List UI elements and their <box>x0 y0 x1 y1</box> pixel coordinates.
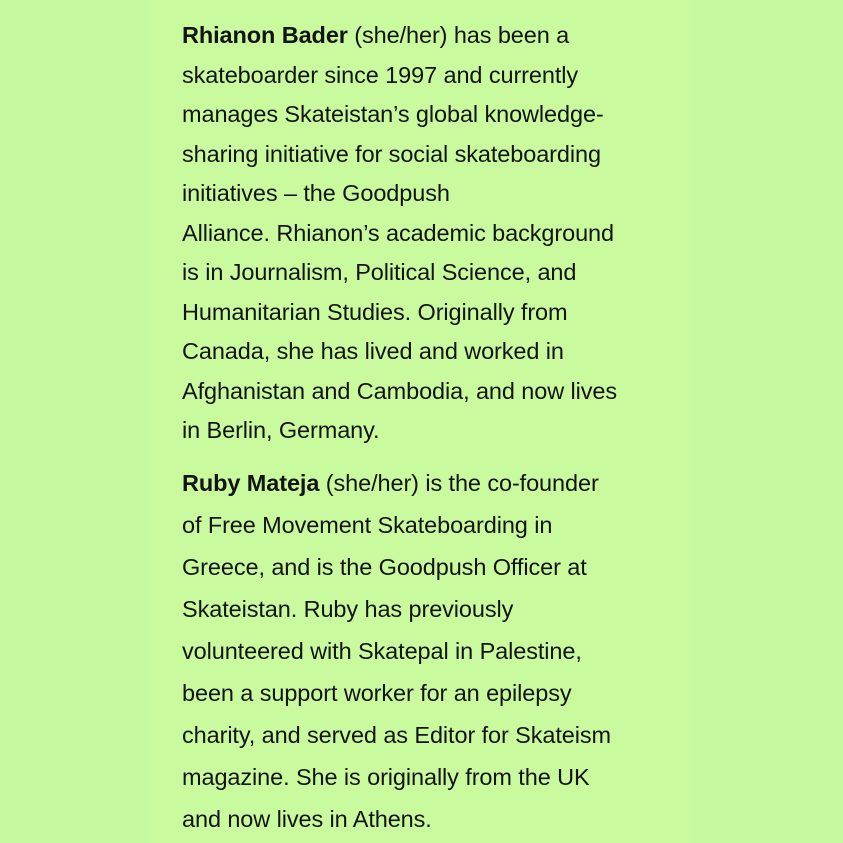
bio-line: magazine. She is originally from the UK <box>182 764 590 790</box>
bio-name: Rhianon Bader <box>182 22 348 48</box>
bio-ruby-mateja <box>182 462 682 840</box>
bio-line: of Free Movement Skateboarding in <box>182 512 553 538</box>
bio-line: Skateistan. Ruby has previously <box>182 596 514 622</box>
bio-line: Alliance. Rhianon’s academic background <box>182 219 614 246</box>
bio-line: Greece, and is the Goodpush Officer at <box>182 554 587 580</box>
bio-line: manages Skateistan’s global knowledge- <box>182 101 604 127</box>
bio-line: volunteered with Skatepal in Palestine, <box>182 638 582 664</box>
bio-line: Canada, she has lived and worked in <box>182 338 564 364</box>
bio-line: Afghanistan and Cambodia, and now lives <box>182 377 618 404</box>
bio-line: Ruby Mateja (she/her) is the co-founder <box>182 470 599 496</box>
bio-line: sharing initiative for social skateboarding <box>182 140 601 167</box>
bio-line: Humanitarian Studies. Originally from <box>182 298 568 325</box>
bio-name: Ruby Mateja <box>182 470 320 496</box>
bio-line: skateboarder since 1997 and currently <box>182 61 579 88</box>
bio-line: in Berlin, Germany. <box>182 417 380 443</box>
bio-line: initiatives – the Goodpush <box>182 180 450 206</box>
bio-rhianon-bader <box>182 16 682 451</box>
bio-line: Rhianon Bader (she/her) has been a <box>182 22 570 48</box>
bio-line: is in Journalism, Political Science, and <box>182 259 577 285</box>
bio-line: been a support worker for an epilepsy <box>182 680 572 706</box>
bio-line: charity, and served as Editor for Skateism <box>182 722 611 748</box>
bio-line: and now lives in Athens. <box>182 806 432 832</box>
